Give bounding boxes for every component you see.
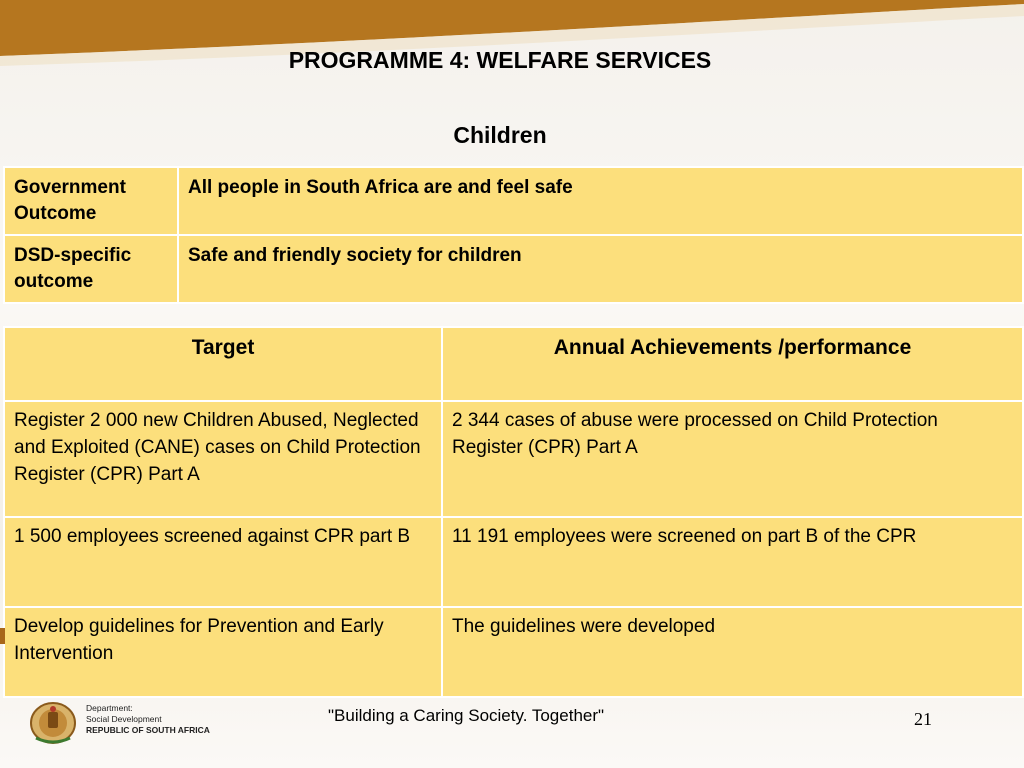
footer-motto: "Building a Caring Society. Together": [328, 706, 605, 725]
column-header-target: Target: [4, 327, 442, 401]
outcome-label: DSD-specific outcome: [4, 235, 178, 303]
outcomes-table: [3, 166, 1024, 304]
targets-table: [3, 326, 1024, 698]
achievement-cell: 11 191 employees were screened on part B of the CPR: [442, 517, 1023, 607]
target-cell: 1 500 employees screened against CPR part B: [4, 517, 442, 607]
left-edge-marker: [0, 628, 5, 644]
page-title: PROGRAMME 4: WELFARE SERVICES: [288, 47, 712, 73]
department-name: Department: Social Development REPUBLIC OF SOUTH AFRICA: [86, 703, 210, 735]
outcome-label: Government Outcome: [4, 167, 178, 235]
target-cell: Develop guidelines for Prevention and Early Intervention: [4, 607, 442, 697]
page-number: 21: [914, 709, 932, 729]
column-header-achievement: Annual Achievements /performance: [442, 327, 1023, 401]
section-subtitle: Children: [453, 122, 547, 148]
table-row: [4, 235, 1023, 303]
target-cell: Register 2 000 new Children Abused, Neglected and Exploited (CANE) cases on Child Protection Register (CPR) Part A: [4, 401, 442, 517]
achievement-cell: The guidelines were developed: [442, 607, 1023, 697]
table-row: [4, 401, 1023, 517]
table-row: [4, 517, 1023, 607]
outcome-value: All people in South Africa are and feel safe: [178, 167, 1023, 235]
table-header-row: [4, 327, 1023, 401]
achievement-cell: 2 344 cases of abuse were processed on Child Protection Register (CPR) Part A: [442, 401, 1023, 517]
outcome-value: Safe and friendly society for children: [178, 235, 1023, 303]
coat-of-arms-icon: [28, 700, 78, 746]
table-row: [4, 167, 1023, 235]
table-row: [4, 607, 1023, 697]
department-logo: [28, 700, 248, 746]
